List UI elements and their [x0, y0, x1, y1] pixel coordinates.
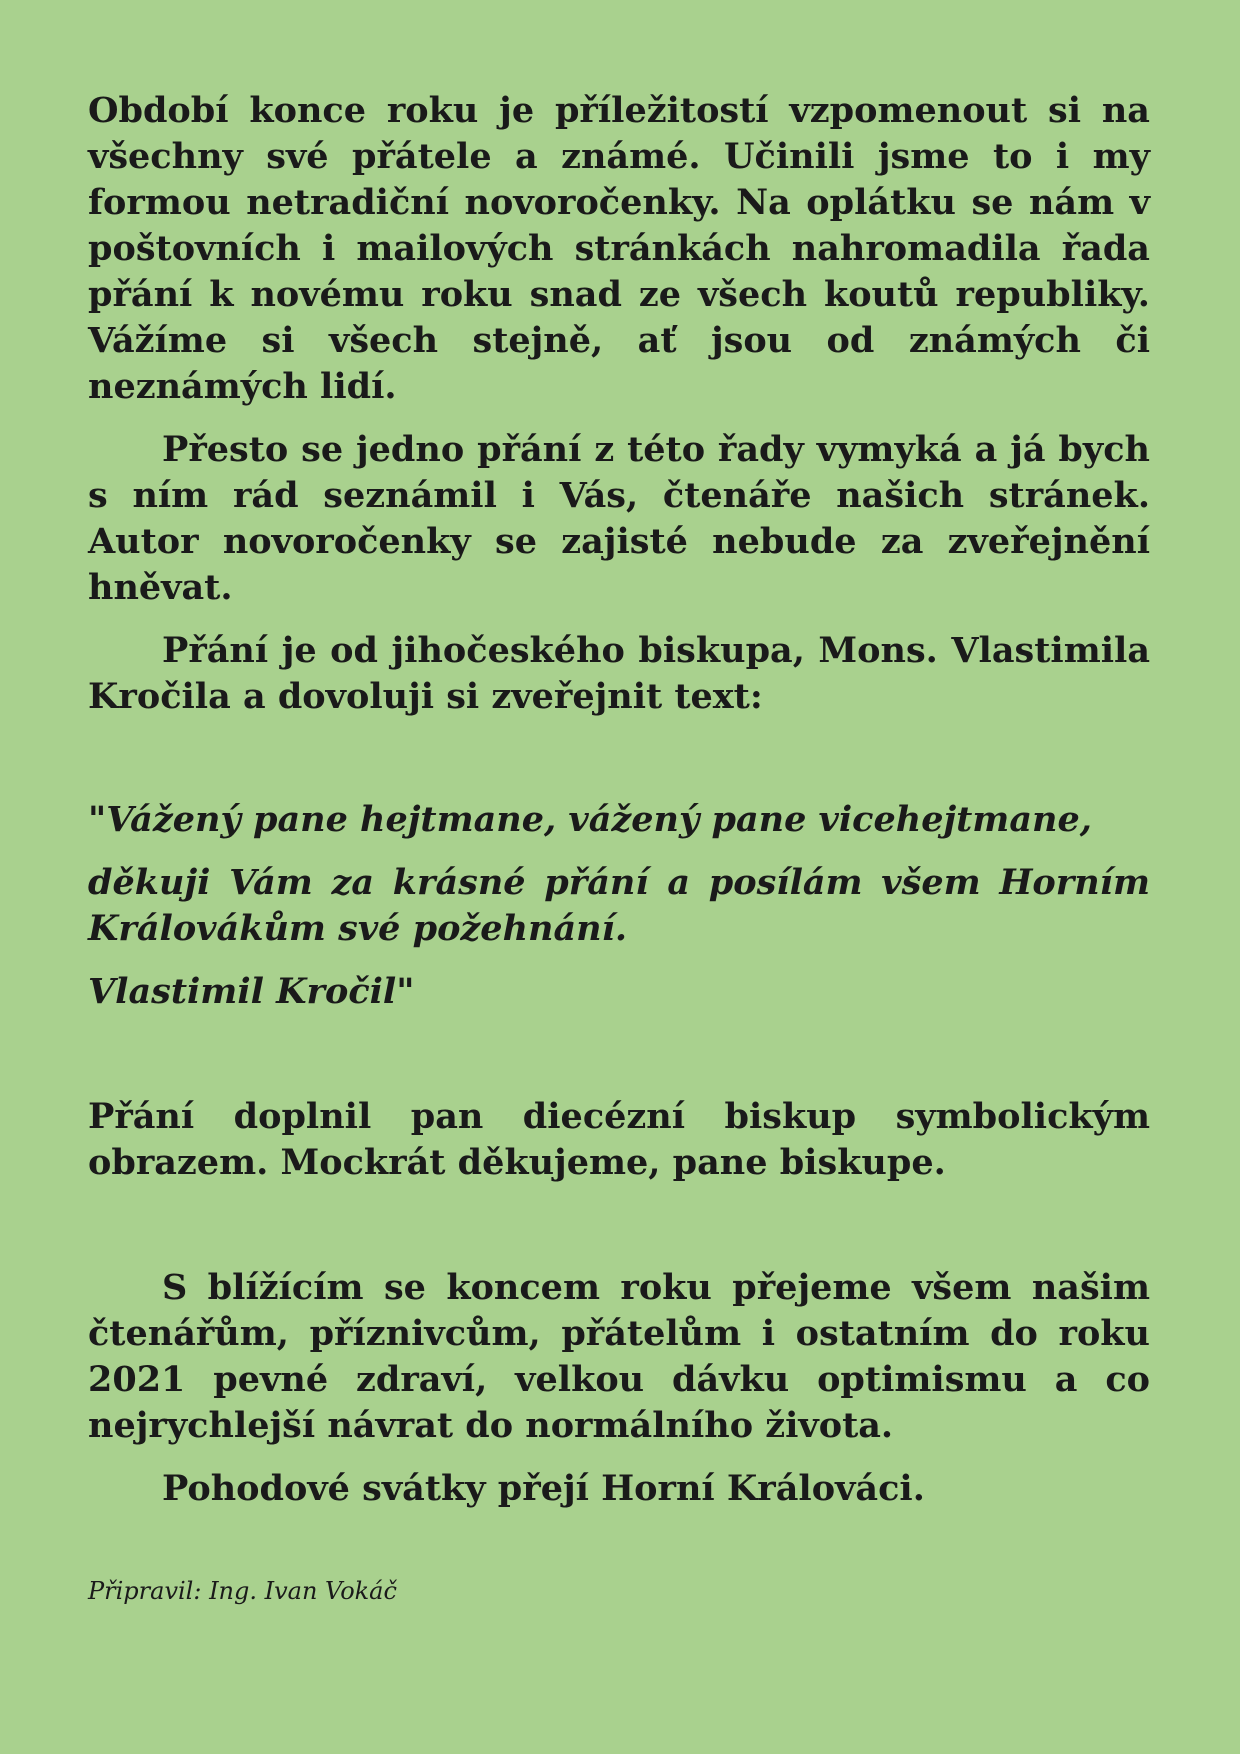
paragraph-bishop-image: Přání doplnil pan diecézní biskup symbolickým obrazem. Mockrát děkujeme, pane biskupe. — [88, 1096, 1150, 1183]
document-body — [88, 88, 1150, 1606]
quote-signature: Vlastimil Kročil" — [88, 971, 415, 1012]
paragraph-new-year-wishes: S blížícím se koncem roku přejeme všem našim čtenářům, příznivcům, přátelům i ostatním do roku 2021 pevné zdraví, velkou dávku optimismu a co nejrychlejší návrat do normálního života. — [88, 1267, 1150, 1446]
paragraph-bishop-intro: Přání je od jihočeského biskupa, Mons. Vlastimila Kročila a dovoluji si zveřejnit text: — [88, 630, 1150, 717]
paragraph-exception: Přesto se jedno přání z této řady vymyká a já bych s ním rád seznámil i Vás, čtenáře našich stránek. Autor novoročenky se zajisté nebude za zveřejnění hněvat. — [88, 429, 1150, 608]
quote-salutation: "Vážený pane hejtmane, vážený pane vicehejtmane, — [88, 799, 1092, 840]
paragraph-intro: Období konce roku je příležitostí vzpomenout si na všechny své přátele a známé. Učinili jsme to i my formou netradiční novoročenky. Na oplátku se nám v poštovních i mailových stránkách nahromadila řada přání k novému roku snad ze všech koutů republiky. Vážíme si všech stejně, ať jsou od známých či neznámých lidí. — [88, 90, 1150, 407]
quote-body: děkuji Vám za krásné přání a posílám všem Horním Královákům své požehnání. — [88, 862, 1150, 949]
paragraph-holiday-greeting: Pohodové svátky přejí Horní Králováci. — [162, 1468, 925, 1509]
author-credit: Připravil: Ing. Ivan Vokáč — [88, 1577, 397, 1605]
